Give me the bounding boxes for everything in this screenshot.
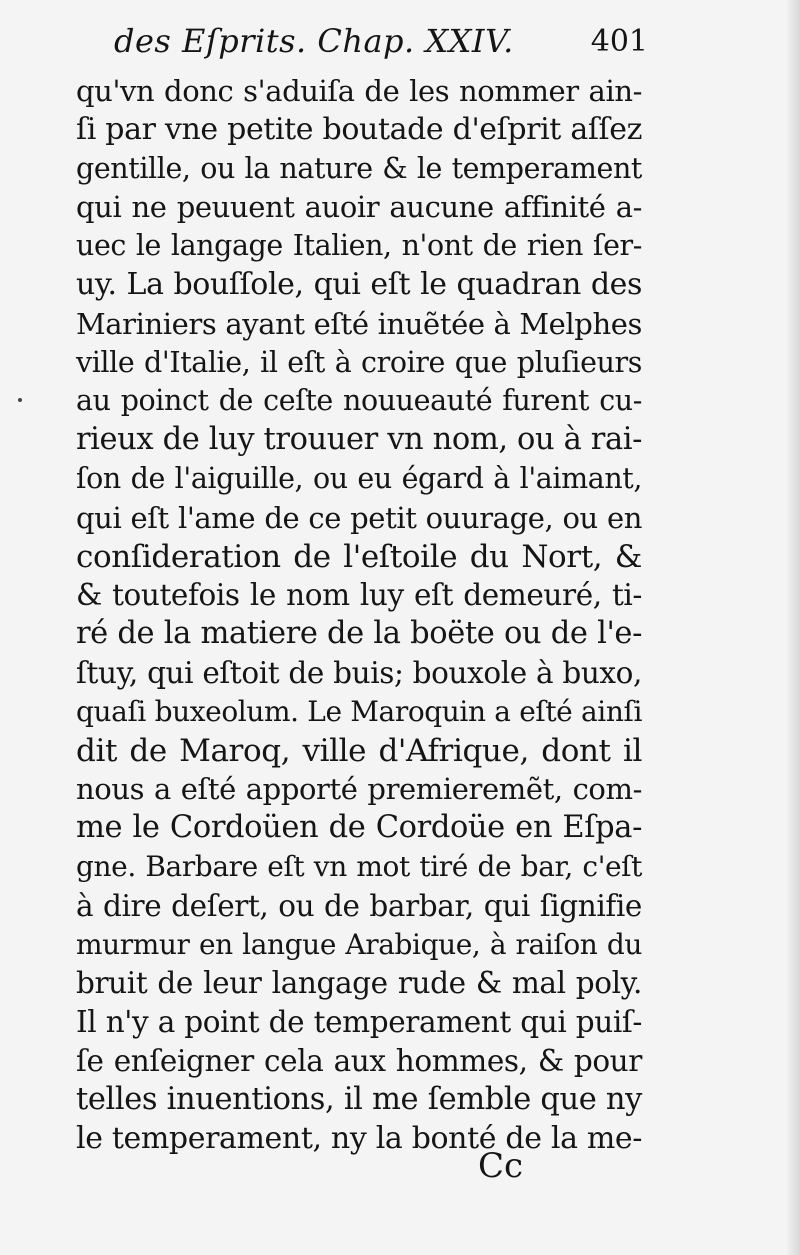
text-line: conſideration de l'eſtoile du Nort, &	[76, 538, 642, 575]
signature-mark: Cc	[478, 1146, 524, 1186]
text-line: ſi par vne petite boutade d'eſprit aſſez	[76, 111, 642, 147]
text-line: nous a eſté apporté premieremẽt, com-	[76, 772, 642, 807]
text-line: uec le langage Italien, n'ont de rien ſer-	[76, 229, 642, 263]
text-line: au poinct de ceſte nouueauté furent cu-	[76, 384, 642, 418]
text-line: Il n'y a point de temperament qui puiſ-	[76, 1005, 642, 1040]
text-line: me le Cordoüen de Cordoüe en Eſpa-	[76, 810, 642, 846]
text-line: ré de la matiere de la boëte ou de l'e-	[76, 616, 642, 652]
text-line: Mariniers ayant eſté inuẽtée à Melphes	[76, 306, 642, 341]
text-line: dit de Maroq, ville d'Afrique, dont il	[76, 732, 642, 769]
body-text	[76, 72, 642, 1158]
text-line: ville d'Italie, il eſt à croire que pluſieurs	[76, 345, 642, 379]
page-number: 401	[590, 24, 648, 59]
text-line: ſe enſeigner cela aux hommes, & pour	[76, 1043, 642, 1078]
text-line: qui ne peuuent auoir aucune affinité a-	[76, 190, 642, 225]
text-line: rieux de luy trouuer vn nom, ou à rai-	[76, 422, 642, 458]
text-line: murmur en langue Arabique, à raiſon du	[76, 927, 642, 961]
text-line: qui eſt l'ame de ce petit ouurage, ou en	[76, 500, 642, 535]
text-line: uy. La bouſſole, qui eſt le quadran des	[76, 266, 642, 302]
page-edge-shadow	[786, 0, 800, 1255]
text-line: ſon de l'aiguille, ou eu égard à l'aimant,	[76, 461, 642, 495]
text-line: le temperament, ny la bonté de la me-	[76, 1120, 642, 1156]
page-text-block	[76, 18, 648, 1158]
ink-speck	[18, 398, 22, 402]
text-line: quaſi buxeolum. Le Maroquin a eſté ainſi	[76, 694, 642, 728]
text-line: bruit de leur langage rude & mal poly.	[76, 966, 642, 1001]
text-line: ſtuy, qui eſtoit de buis; bouxole à buxo,	[76, 655, 642, 690]
running-head: des Eſprits. Chap. XXIV.	[114, 22, 514, 60]
text-line: qu'vn donc s'aduiſa de les nommer ain-	[76, 74, 642, 108]
text-line: gne. Barbare eſt vn mot tiré de bar, c'eſt	[76, 849, 642, 883]
page-header	[76, 18, 648, 72]
text-line: gentille, ou la nature & le temperament	[76, 151, 642, 185]
text-line: telles inuentions, il me ſemble que ny	[76, 1081, 642, 1117]
text-line: à dire deſert, ou de barbar, qui ſignifie	[76, 888, 642, 923]
text-line: & toutefois le nom luy eſt demeuré, ti-	[76, 578, 642, 613]
